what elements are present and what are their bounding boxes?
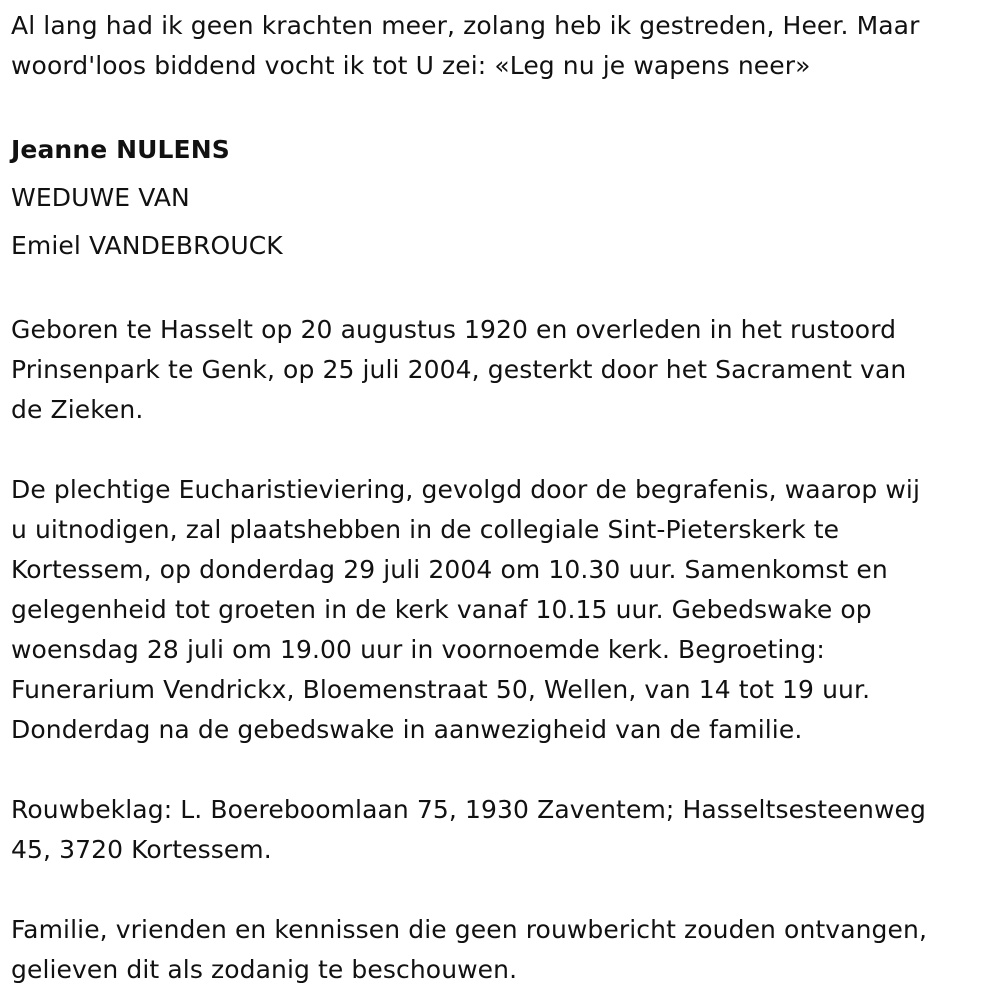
birth-death-paragraph — [11, 310, 986, 430]
spouse-name: Emiel VANDEBROUCK — [11, 231, 283, 260]
ceremony-line: u uitnodigen, zal plaatshebben in de collegiale Sint-Pieterskerk te — [11, 515, 840, 544]
paragraph-spacer — [11, 270, 986, 310]
ceremony-line: Funerarium Vendrickx, Bloemenstraat 50, Wellen, van 14 tot 19 uur. — [11, 675, 871, 704]
widow-of-label: WEDUWE VAN — [11, 183, 190, 212]
deceased-block — [11, 126, 986, 270]
birth-death-line: Geboren te Hasselt op 20 augustus 1920 en overleden in het rustoord — [11, 315, 897, 344]
ceremony-line: Donderdag na de gebedswake in aanwezigheid van de familie. — [11, 715, 803, 744]
paragraph-spacer — [11, 750, 986, 790]
birth-death-line: de Zieken. — [11, 395, 144, 424]
ceremony-line: Kortessem, op donderdag 29 juli 2004 om 10.30 uur. Samenkomst en — [11, 555, 888, 584]
verse-line: Al lang had ik geen krachten meer, zolang heb ik gestreden, Heer. Maar — [11, 11, 920, 40]
closing-line: Familie, vrienden en kennissen die geen rouwbericht zouden ontvangen, — [11, 915, 927, 944]
deceased-name: Jeanne NULENS — [11, 135, 230, 164]
closing-paragraph — [11, 910, 986, 990]
obituary-notice — [11, 6, 986, 990]
condolences-line: 45, 3720 Kortessem. — [11, 835, 272, 864]
ceremony-line: gelegenheid tot groeten in de kerk vanaf 10.15 uur. Gebedswake op — [11, 595, 872, 624]
ceremony-paragraph — [11, 470, 986, 750]
ceremony-line: De plechtige Eucharistieviering, gevolgd door de begrafenis, waarop wij — [11, 475, 921, 504]
paragraph-spacer — [11, 86, 986, 126]
birth-death-line: Prinsenpark te Genk, op 25 juli 2004, gesterkt door het Sacrament van — [11, 355, 907, 384]
verse-line: woord'loos biddend vocht ik tot U zei: «Leg nu je wapens neer» — [11, 51, 811, 80]
verse-paragraph — [11, 6, 986, 86]
closing-line: gelieven dit als zodanig te beschouwen. — [11, 955, 518, 984]
ceremony-line: woensdag 28 juli om 19.00 uur in voornoemde kerk. Begroeting: — [11, 635, 825, 664]
paragraph-spacer — [11, 430, 986, 470]
condolences-paragraph — [11, 790, 986, 870]
condolences-line: Rouwbeklag: L. Boereboomlaan 75, 1930 Zaventem; Hasseltsesteenweg — [11, 795, 926, 824]
paragraph-spacer — [11, 870, 986, 910]
